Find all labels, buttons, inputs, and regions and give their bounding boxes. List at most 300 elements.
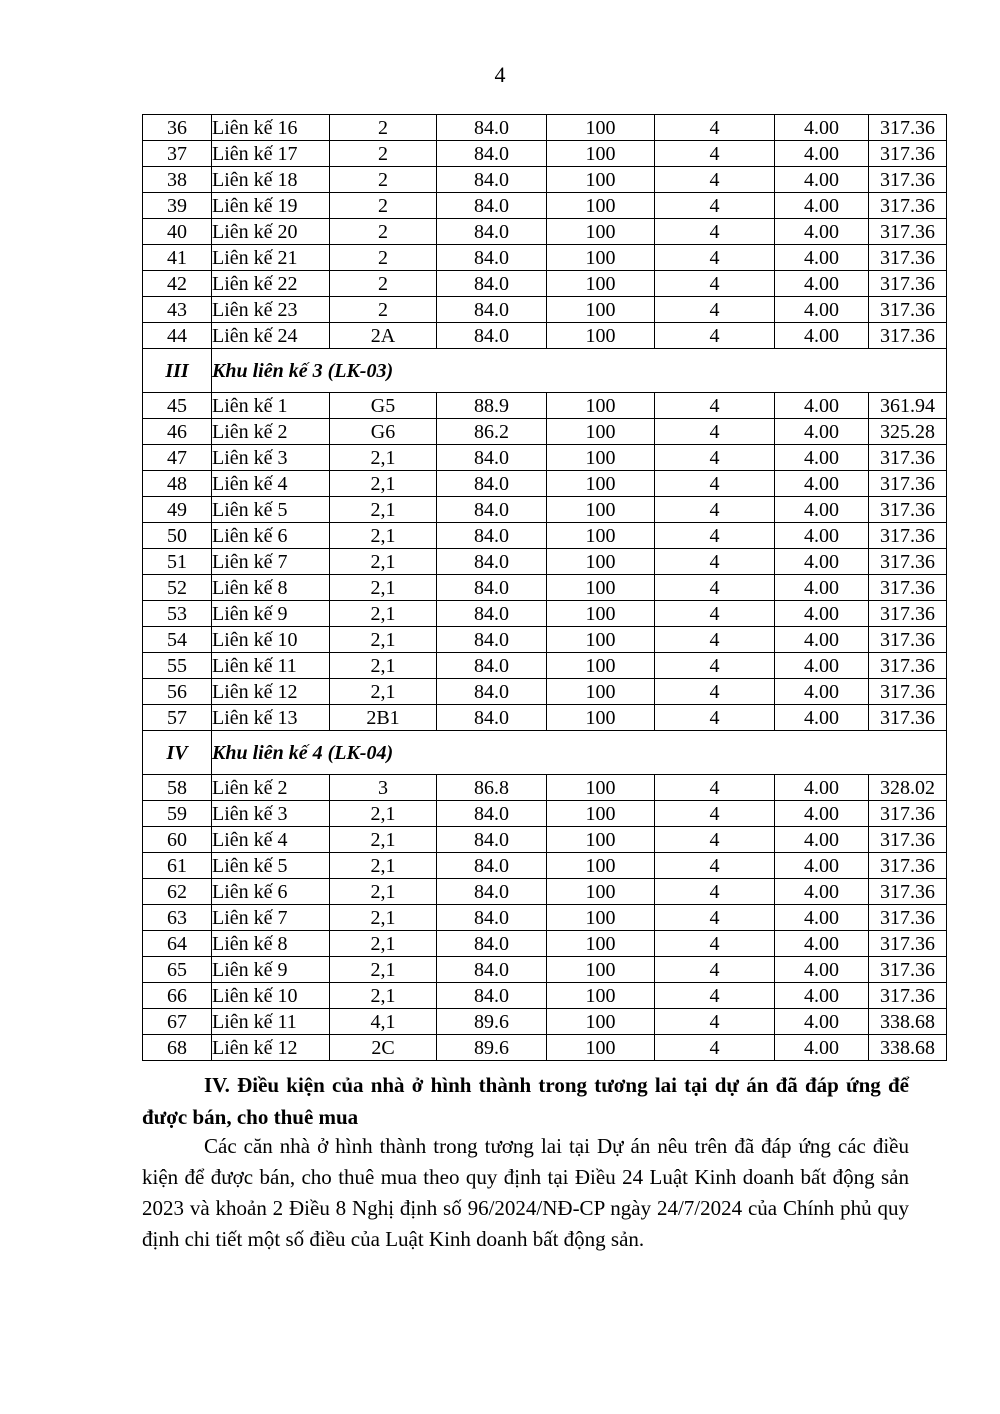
area-cell: 84.0 <box>437 245 547 271</box>
floor-height-cell: 4.00 <box>775 775 869 801</box>
section-code: IV <box>143 731 212 775</box>
density-cell: 100 <box>547 141 655 167</box>
page-number: 4 <box>494 62 506 87</box>
lot-name-cell: Liên kế 11 <box>212 1009 330 1035</box>
lot-number-cell: 53 <box>143 601 212 627</box>
lot-number-cell: 49 <box>143 497 212 523</box>
table-row <box>143 497 947 523</box>
density-cell: 100 <box>547 931 655 957</box>
lot-type-cell: 2,1 <box>330 801 437 827</box>
area-cell: 84.0 <box>437 549 547 575</box>
gross-floor-area-cell: 317.36 <box>869 141 947 167</box>
area-cell: 84.0 <box>437 905 547 931</box>
gross-floor-area-cell: 317.36 <box>869 679 947 705</box>
table-row <box>143 549 947 575</box>
density-cell: 100 <box>547 983 655 1009</box>
floors-cell: 4 <box>655 905 775 931</box>
lot-table <box>142 114 947 1061</box>
lot-name-cell: Liên kế 4 <box>212 827 330 853</box>
floor-height-cell: 4.00 <box>775 827 869 853</box>
floors-cell: 4 <box>655 957 775 983</box>
table-row <box>143 523 947 549</box>
floors-cell: 4 <box>655 193 775 219</box>
floors-cell: 4 <box>655 297 775 323</box>
table-row <box>143 679 947 705</box>
lot-name-cell: Liên kế 18 <box>212 167 330 193</box>
area-cell: 84.0 <box>437 957 547 983</box>
density-cell: 100 <box>547 219 655 245</box>
table-row <box>143 419 947 445</box>
lot-name-cell: Liên kế 19 <box>212 193 330 219</box>
area-cell: 84.0 <box>437 115 547 141</box>
floors-cell: 4 <box>655 445 775 471</box>
lot-type-cell: 2,1 <box>330 601 437 627</box>
table-row <box>143 957 947 983</box>
gross-floor-area-cell: 317.36 <box>869 497 947 523</box>
lot-number-cell: 52 <box>143 575 212 601</box>
floor-height-cell: 4.00 <box>775 115 869 141</box>
gross-floor-area-cell: 317.36 <box>869 801 947 827</box>
floor-height-cell: 4.00 <box>775 271 869 297</box>
lot-name-cell: Liên kế 23 <box>212 297 330 323</box>
density-cell: 100 <box>547 575 655 601</box>
gross-floor-area-cell: 338.68 <box>869 1009 947 1035</box>
lot-name-cell: Liên kế 7 <box>212 549 330 575</box>
lot-number-cell: 58 <box>143 775 212 801</box>
gross-floor-area-cell: 317.36 <box>869 549 947 575</box>
density-cell: 100 <box>547 445 655 471</box>
floors-cell: 4 <box>655 115 775 141</box>
density-cell: 100 <box>547 801 655 827</box>
area-cell: 84.0 <box>437 705 547 731</box>
gross-floor-area-cell: 325.28 <box>869 419 947 445</box>
density-cell: 100 <box>547 601 655 627</box>
gross-floor-area-cell: 328.02 <box>869 775 947 801</box>
lot-number-cell: 47 <box>143 445 212 471</box>
area-cell: 84.0 <box>437 653 547 679</box>
lot-type-cell: 2,1 <box>330 879 437 905</box>
area-cell: 84.0 <box>437 323 547 349</box>
lot-name-cell: Liên kế 10 <box>212 627 330 653</box>
floors-cell: 4 <box>655 879 775 905</box>
floor-height-cell: 4.00 <box>775 323 869 349</box>
gross-floor-area-cell: 317.36 <box>869 653 947 679</box>
gross-floor-area-cell: 317.36 <box>869 601 947 627</box>
gross-floor-area-cell: 317.36 <box>869 219 947 245</box>
lot-number-cell: 36 <box>143 115 212 141</box>
lot-number-cell: 55 <box>143 653 212 679</box>
floor-height-cell: 4.00 <box>775 523 869 549</box>
gross-floor-area-cell: 317.36 <box>869 575 947 601</box>
density-cell: 100 <box>547 271 655 297</box>
area-cell: 84.0 <box>437 801 547 827</box>
density-cell: 100 <box>547 245 655 271</box>
density-cell: 100 <box>547 193 655 219</box>
lot-number-cell: 67 <box>143 1009 212 1035</box>
lot-name-cell: Liên kế 5 <box>212 853 330 879</box>
area-cell: 84.0 <box>437 271 547 297</box>
floors-cell: 4 <box>655 523 775 549</box>
lot-number-cell: 39 <box>143 193 212 219</box>
lot-number-cell: 50 <box>143 523 212 549</box>
lot-type-cell: 2,1 <box>330 853 437 879</box>
table-row <box>143 931 947 957</box>
lot-name-cell: Liên kế 4 <box>212 471 330 497</box>
area-cell: 84.0 <box>437 931 547 957</box>
lot-type-cell: 2 <box>330 219 437 245</box>
floors-cell: 4 <box>655 575 775 601</box>
lot-type-cell: 2,1 <box>330 827 437 853</box>
lot-type-cell: 2,1 <box>330 983 437 1009</box>
floors-cell: 4 <box>655 245 775 271</box>
table-row <box>143 141 947 167</box>
floors-cell: 4 <box>655 141 775 167</box>
floor-height-cell: 4.00 <box>775 193 869 219</box>
density-cell: 100 <box>547 679 655 705</box>
lot-type-cell: 4,1 <box>330 1009 437 1035</box>
lot-number-cell: 48 <box>143 471 212 497</box>
lot-name-cell: Liên kế 1 <box>212 393 330 419</box>
density-cell: 100 <box>547 323 655 349</box>
lot-type-cell: 2B1 <box>330 705 437 731</box>
floors-cell: 4 <box>655 679 775 705</box>
section-title: Khu liên kế 3 (LK-03) <box>212 349 947 393</box>
area-cell: 86.8 <box>437 775 547 801</box>
lot-number-cell: 65 <box>143 957 212 983</box>
lot-number-cell: 62 <box>143 879 212 905</box>
floor-height-cell: 4.00 <box>775 653 869 679</box>
lot-type-cell: 2,1 <box>330 523 437 549</box>
lot-name-cell: Liên kế 12 <box>212 1035 330 1061</box>
table-row <box>143 115 947 141</box>
gross-floor-area-cell: 317.36 <box>869 115 947 141</box>
body-paragraph: Các căn nhà ở hình thành trong tương lai tại Dự án nêu trên đã đáp ứng các điều kiện để được bán, cho thuê mua theo quy định tại Điều 24 Luật Kinh doanh bất động sản 2023 và khoản 2 Điều 8 Nghị định số 96/2024/NĐ-CP ngày 24/7/2024 của Chính phủ quy định chi tiết một số điều của Luật Kinh doanh bất động sản. <box>142 1134 909 1251</box>
floor-height-cell: 4.00 <box>775 679 869 705</box>
lot-name-cell: Liên kế 8 <box>212 575 330 601</box>
lot-number-cell: 59 <box>143 801 212 827</box>
area-cell: 84.0 <box>437 297 547 323</box>
lot-name-cell: Liên kế 16 <box>212 115 330 141</box>
density-cell: 100 <box>547 115 655 141</box>
density-cell: 100 <box>547 627 655 653</box>
floors-cell: 4 <box>655 853 775 879</box>
lot-name-cell: Liên kế 13 <box>212 705 330 731</box>
gross-floor-area-cell: 317.36 <box>869 271 947 297</box>
section-row <box>143 349 947 393</box>
floor-height-cell: 4.00 <box>775 141 869 167</box>
lot-type-cell: 3 <box>330 775 437 801</box>
density-cell: 100 <box>547 905 655 931</box>
floor-height-cell: 4.00 <box>775 905 869 931</box>
table-row <box>143 245 947 271</box>
gross-floor-area-cell: 317.36 <box>869 297 947 323</box>
density-cell: 100 <box>547 523 655 549</box>
lot-type-cell: 2 <box>330 193 437 219</box>
area-cell: 84.0 <box>437 167 547 193</box>
gross-floor-area-cell: 361.94 <box>869 393 947 419</box>
floors-cell: 4 <box>655 601 775 627</box>
lot-number-cell: 66 <box>143 983 212 1009</box>
floor-height-cell: 4.00 <box>775 931 869 957</box>
section-code: III <box>143 349 212 393</box>
density-cell: 100 <box>547 1035 655 1061</box>
lot-number-cell: 61 <box>143 853 212 879</box>
floor-height-cell: 4.00 <box>775 879 869 905</box>
lot-type-cell: 2A <box>330 323 437 349</box>
area-cell: 84.0 <box>437 627 547 653</box>
table-row <box>143 297 947 323</box>
floor-height-cell: 4.00 <box>775 627 869 653</box>
lot-name-cell: Liên kế 17 <box>212 141 330 167</box>
lot-number-cell: 43 <box>143 297 212 323</box>
gross-floor-area-cell: 317.36 <box>869 627 947 653</box>
floor-height-cell: 4.00 <box>775 575 869 601</box>
lot-name-cell: Liên kế 2 <box>212 419 330 445</box>
lot-number-cell: 64 <box>143 931 212 957</box>
lot-number-cell: 57 <box>143 705 212 731</box>
density-cell: 100 <box>547 653 655 679</box>
lot-number-cell: 63 <box>143 905 212 931</box>
lot-number-cell: 40 <box>143 219 212 245</box>
lot-number-cell: 46 <box>143 419 212 445</box>
lot-type-cell: 2,1 <box>330 549 437 575</box>
lot-type-cell: 2,1 <box>330 497 437 523</box>
gross-floor-area-cell: 317.36 <box>869 323 947 349</box>
floors-cell: 4 <box>655 827 775 853</box>
area-cell: 84.0 <box>437 193 547 219</box>
density-cell: 100 <box>547 419 655 445</box>
density-cell: 100 <box>547 393 655 419</box>
floor-height-cell: 4.00 <box>775 245 869 271</box>
lot-type-cell: 2C <box>330 1035 437 1061</box>
area-cell: 84.0 <box>437 497 547 523</box>
lot-table-body <box>143 115 947 1061</box>
area-cell: 84.0 <box>437 853 547 879</box>
floor-height-cell: 4.00 <box>775 801 869 827</box>
table-row <box>143 167 947 193</box>
lot-name-cell: Liên kế 21 <box>212 245 330 271</box>
lot-number-cell: 37 <box>143 141 212 167</box>
table-row <box>143 853 947 879</box>
table-row <box>143 1009 947 1035</box>
floors-cell: 4 <box>655 801 775 827</box>
area-cell: 84.0 <box>437 983 547 1009</box>
lot-number-cell: 68 <box>143 1035 212 1061</box>
floor-height-cell: 4.00 <box>775 497 869 523</box>
floors-cell: 4 <box>655 219 775 245</box>
lot-name-cell: Liên kế 3 <box>212 801 330 827</box>
floor-height-cell: 4.00 <box>775 471 869 497</box>
lot-name-cell: Liên kế 6 <box>212 523 330 549</box>
gross-floor-area-cell: 317.36 <box>869 957 947 983</box>
lot-type-cell: 2,1 <box>330 653 437 679</box>
lot-type-cell: 2 <box>330 245 437 271</box>
floors-cell: 4 <box>655 393 775 419</box>
lot-type-cell: G6 <box>330 419 437 445</box>
floor-height-cell: 4.00 <box>775 167 869 193</box>
table-row <box>143 705 947 731</box>
section-row <box>143 731 947 775</box>
lot-type-cell: 2,1 <box>330 905 437 931</box>
lot-name-cell: Liên kế 7 <box>212 905 330 931</box>
table-row <box>143 323 947 349</box>
floor-height-cell: 4.00 <box>775 393 869 419</box>
floors-cell: 4 <box>655 419 775 445</box>
lot-type-cell: 2 <box>330 115 437 141</box>
lot-name-cell: Liên kế 8 <box>212 931 330 957</box>
gross-floor-area-cell: 317.36 <box>869 523 947 549</box>
area-cell: 84.0 <box>437 879 547 905</box>
area-cell: 84.0 <box>437 471 547 497</box>
area-cell: 84.0 <box>437 523 547 549</box>
lot-number-cell: 42 <box>143 271 212 297</box>
lot-type-cell: 2,1 <box>330 575 437 601</box>
table-row <box>143 775 947 801</box>
area-cell: 89.6 <box>437 1035 547 1061</box>
lot-name-cell: Liên kế 2 <box>212 775 330 801</box>
lot-name-cell: Liên kế 20 <box>212 219 330 245</box>
lot-number-cell: 45 <box>143 393 212 419</box>
density-cell: 100 <box>547 167 655 193</box>
density-cell: 100 <box>547 497 655 523</box>
table-row <box>143 653 947 679</box>
floor-height-cell: 4.00 <box>775 445 869 471</box>
floor-height-cell: 4.00 <box>775 601 869 627</box>
lot-type-cell: 2 <box>330 141 437 167</box>
table-row <box>143 601 947 627</box>
floor-height-cell: 4.00 <box>775 1009 869 1035</box>
area-cell: 84.0 <box>437 679 547 705</box>
density-cell: 100 <box>547 853 655 879</box>
gross-floor-area-cell: 317.36 <box>869 445 947 471</box>
area-cell: 84.0 <box>437 575 547 601</box>
density-cell: 100 <box>547 1009 655 1035</box>
lot-number-cell: 54 <box>143 627 212 653</box>
floor-height-cell: 4.00 <box>775 549 869 575</box>
lot-name-cell: Liên kế 24 <box>212 323 330 349</box>
lot-number-cell: 44 <box>143 323 212 349</box>
density-cell: 100 <box>547 705 655 731</box>
area-cell: 84.0 <box>437 601 547 627</box>
gross-floor-area-cell: 317.36 <box>869 471 947 497</box>
table-row <box>143 471 947 497</box>
floor-height-cell: 4.00 <box>775 1035 869 1061</box>
lot-type-cell: 2,1 <box>330 679 437 705</box>
floor-height-cell: 4.00 <box>775 297 869 323</box>
lot-number-cell: 56 <box>143 679 212 705</box>
area-cell: 84.0 <box>437 219 547 245</box>
lot-type-cell: 2,1 <box>330 931 437 957</box>
floors-cell: 4 <box>655 627 775 653</box>
floors-cell: 4 <box>655 653 775 679</box>
lot-number-cell: 60 <box>143 827 212 853</box>
lot-type-cell: 2,1 <box>330 471 437 497</box>
lot-type-cell: 2 <box>330 297 437 323</box>
gross-floor-area-cell: 317.36 <box>869 827 947 853</box>
density-cell: 100 <box>547 549 655 575</box>
floor-height-cell: 4.00 <box>775 853 869 879</box>
section-title: Khu liên kế 4 (LK-04) <box>212 731 947 775</box>
floors-cell: 4 <box>655 983 775 1009</box>
area-cell: 84.0 <box>437 827 547 853</box>
table-row <box>143 627 947 653</box>
floors-cell: 4 <box>655 497 775 523</box>
floors-cell: 4 <box>655 775 775 801</box>
lot-type-cell: 2 <box>330 167 437 193</box>
floors-cell: 4 <box>655 471 775 497</box>
floors-cell: 4 <box>655 323 775 349</box>
lot-number-cell: 38 <box>143 167 212 193</box>
gross-floor-area-cell: 317.36 <box>869 245 947 271</box>
section-heading: IV. Điều kiện của nhà ở hình thành trong tương lai tại dự án đã đáp ứng để được bán, cho thuê mua <box>142 1073 909 1129</box>
lot-type-cell: G5 <box>330 393 437 419</box>
gross-floor-area-cell: 317.36 <box>869 705 947 731</box>
lot-number-cell: 41 <box>143 245 212 271</box>
table-row <box>143 575 947 601</box>
gross-floor-area-cell: 317.36 <box>869 905 947 931</box>
floor-height-cell: 4.00 <box>775 219 869 245</box>
gross-floor-area-cell: 317.36 <box>869 167 947 193</box>
lot-type-cell: 2,1 <box>330 445 437 471</box>
table-row <box>143 801 947 827</box>
density-cell: 100 <box>547 879 655 905</box>
lot-type-cell: 2 <box>330 271 437 297</box>
floors-cell: 4 <box>655 931 775 957</box>
lot-name-cell: Liên kế 9 <box>212 957 330 983</box>
floors-cell: 4 <box>655 271 775 297</box>
table-row <box>143 445 947 471</box>
table-row <box>143 219 947 245</box>
area-cell: 86.2 <box>437 419 547 445</box>
density-cell: 100 <box>547 775 655 801</box>
table-row <box>143 193 947 219</box>
table-row <box>143 983 947 1009</box>
floor-height-cell: 4.00 <box>775 419 869 445</box>
density-cell: 100 <box>547 827 655 853</box>
floor-height-cell: 4.00 <box>775 983 869 1009</box>
lot-name-cell: Liên kế 22 <box>212 271 330 297</box>
area-cell: 84.0 <box>437 445 547 471</box>
lot-name-cell: Liên kế 10 <box>212 983 330 1009</box>
floor-height-cell: 4.00 <box>775 957 869 983</box>
table-row <box>143 905 947 931</box>
density-cell: 100 <box>547 297 655 323</box>
density-cell: 100 <box>547 957 655 983</box>
area-cell: 89.6 <box>437 1009 547 1035</box>
table-row <box>143 271 947 297</box>
gross-floor-area-cell: 317.36 <box>869 931 947 957</box>
floor-height-cell: 4.00 <box>775 705 869 731</box>
floors-cell: 4 <box>655 549 775 575</box>
gross-floor-area-cell: 317.36 <box>869 853 947 879</box>
gross-floor-area-cell: 317.36 <box>869 983 947 1009</box>
floors-cell: 4 <box>655 1009 775 1035</box>
gross-floor-area-cell: 338.68 <box>869 1035 947 1061</box>
floors-cell: 4 <box>655 1035 775 1061</box>
gross-floor-area-cell: 317.36 <box>869 879 947 905</box>
lot-name-cell: Liên kế 3 <box>212 445 330 471</box>
area-cell: 88.9 <box>437 393 547 419</box>
table-row <box>143 827 947 853</box>
table-row <box>143 1035 947 1061</box>
gross-floor-area-cell: 317.36 <box>869 193 947 219</box>
lot-name-cell: Liên kế 5 <box>212 497 330 523</box>
table-row <box>143 393 947 419</box>
table-row <box>143 879 947 905</box>
density-cell: 100 <box>547 471 655 497</box>
area-cell: 84.0 <box>437 141 547 167</box>
floors-cell: 4 <box>655 167 775 193</box>
